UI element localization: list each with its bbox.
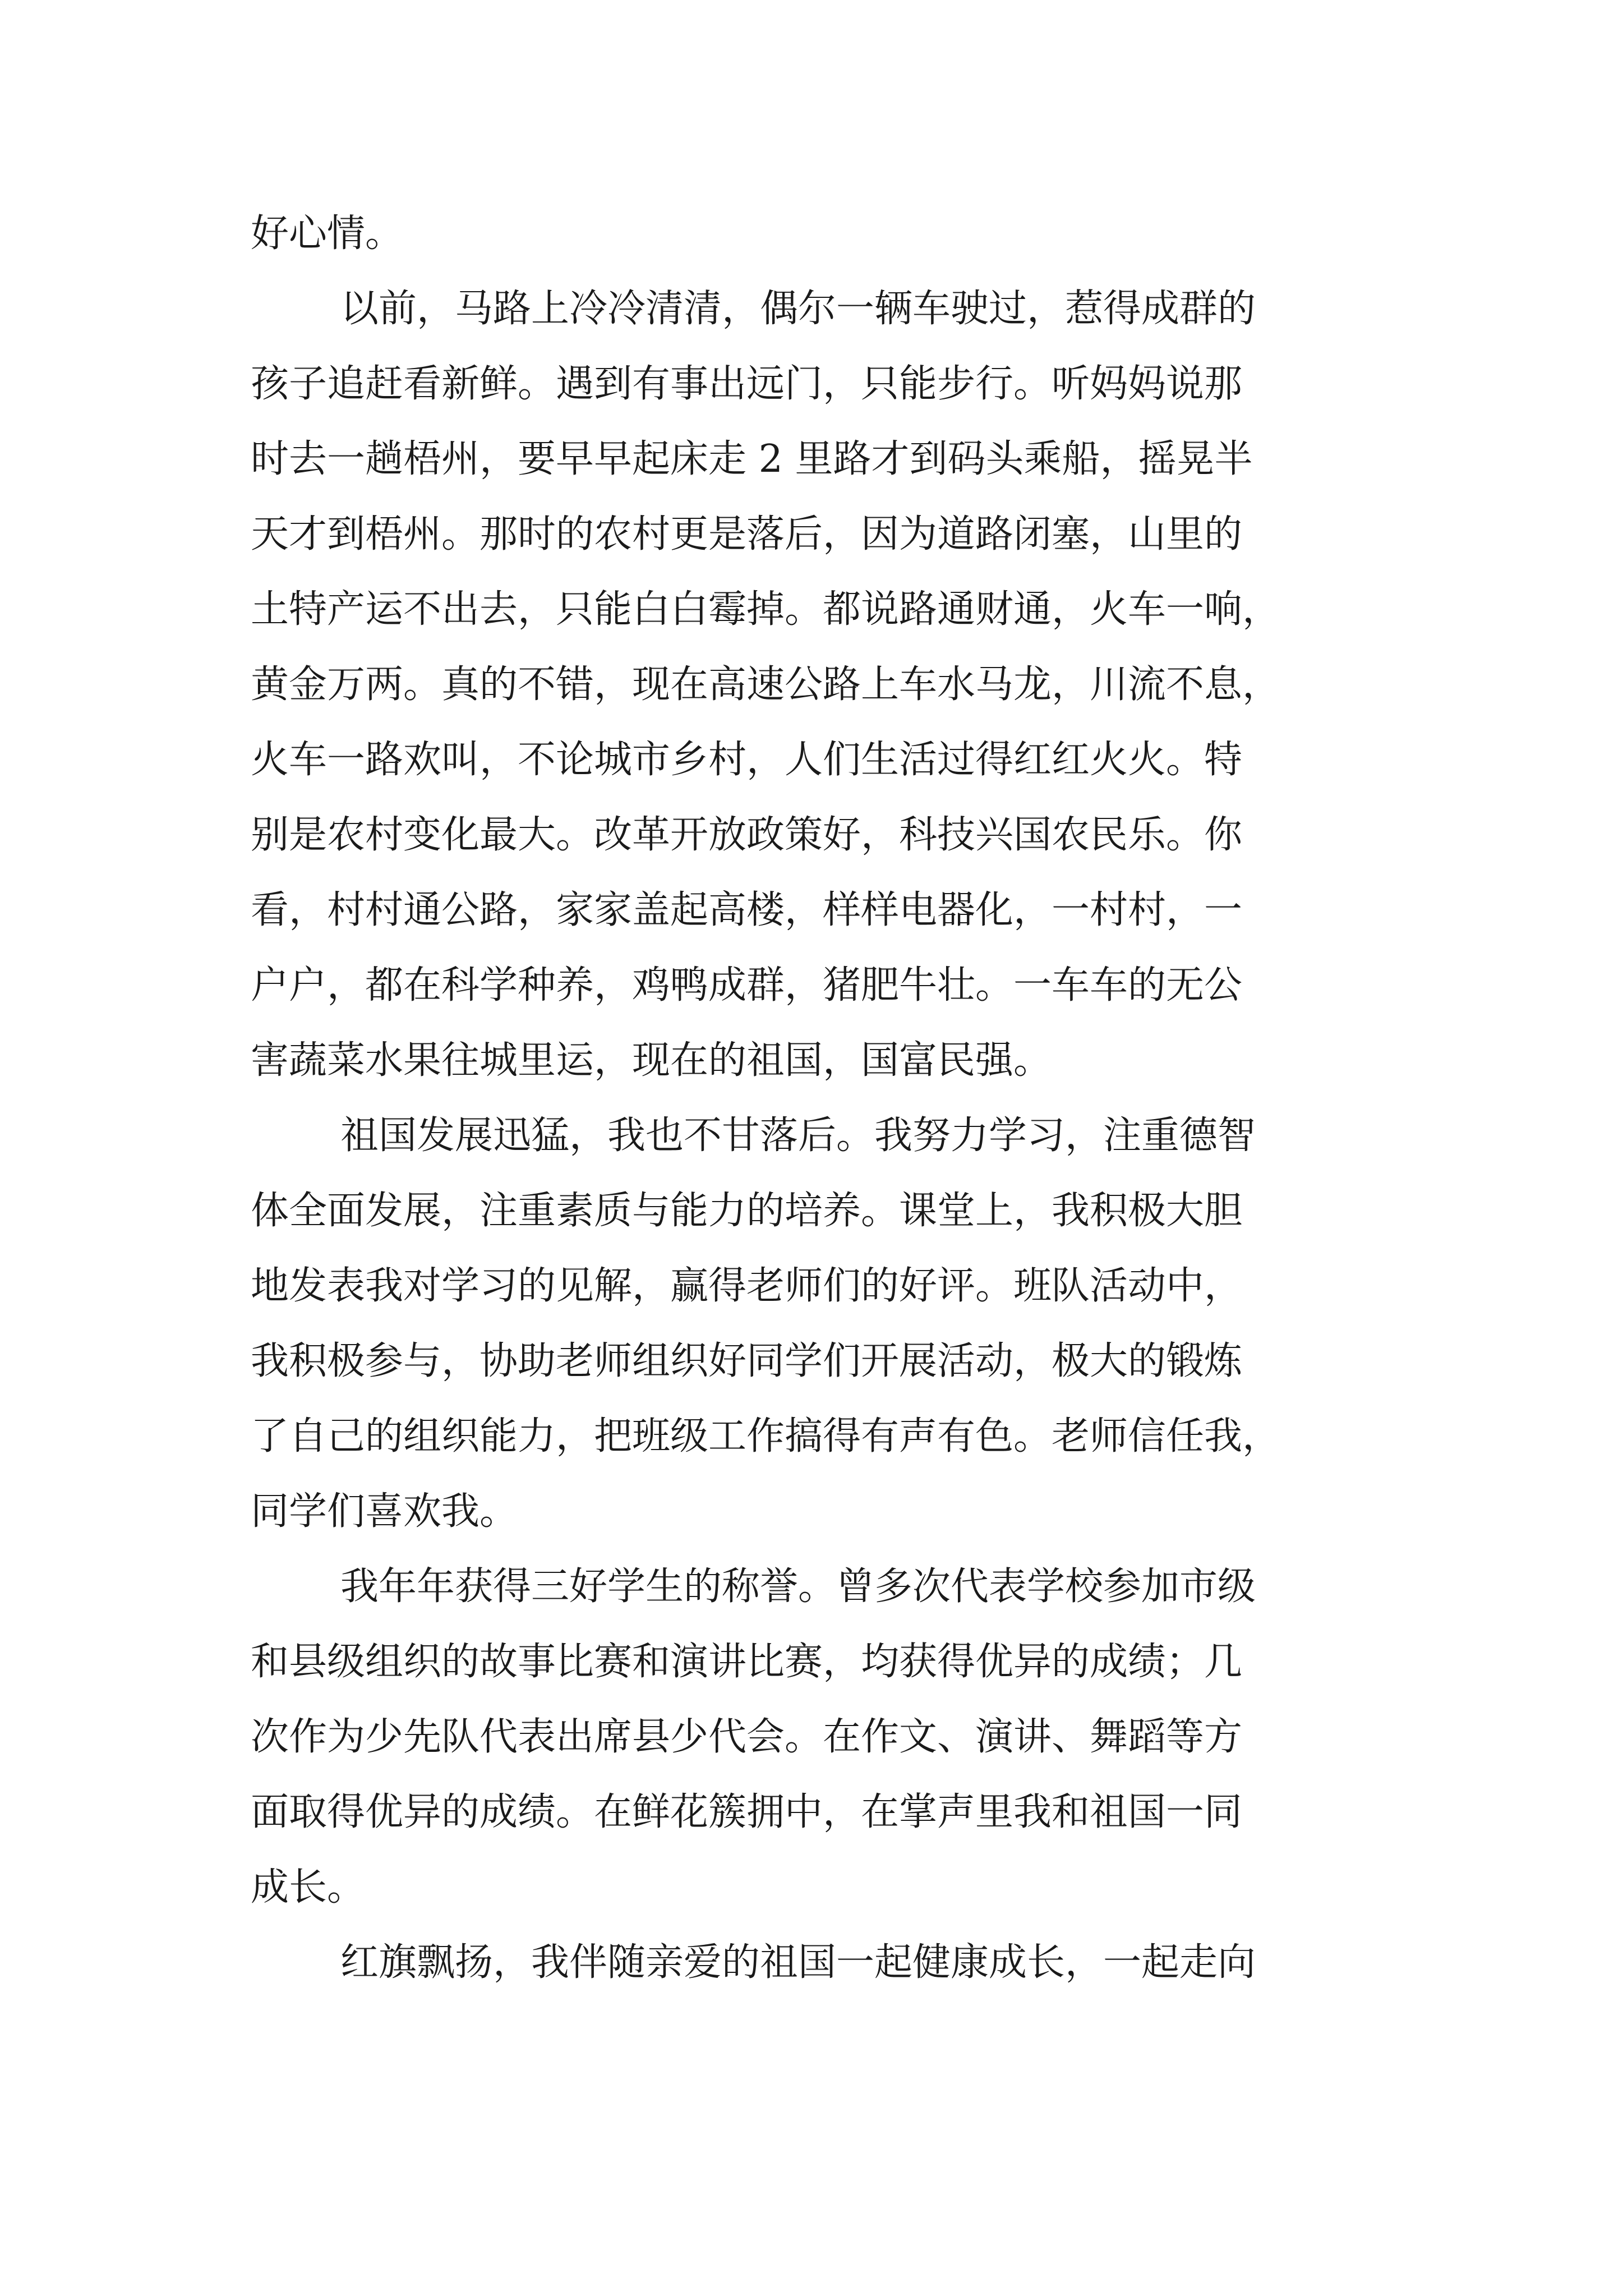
text-line: 天才到梧州。那时的农村更是落后，因为道路闭塞，山里的 [251,512,1243,556]
text-line: 时去一趟梧州，要早早起床走 2 里路才到码头乘船，摇晃半 [251,437,1253,481]
text-line: 红旗飘扬，我伴随亲爱的祖国一起健康成长，一起走向 [340,1940,1256,1985]
text-line: 体全面发展，注重素质与能力的培养。课堂上，我积极大胆 [251,1189,1243,1233]
text-line: 成长。 [251,1865,366,1910]
text-line: 黄金万两。真的不错，现在高速公路上车水马龙，川流不息， [251,662,1281,707]
text-line: 别是农村变化最大。改革开放政策好，科技兴国农民乐。你 [251,813,1243,857]
text-line: 孩子追赶看新鲜。遇到有事出远门，只能步行。听妈妈说那 [251,362,1243,406]
text-line: 同学们喜欢我。 [251,1489,518,1534]
text-line: 土特产运不出去，只能白白霉掉。都说路通财通，火车一响， [251,587,1281,632]
text-line: 火车一路欢叫，不论城市乡村，人们生活过得红红火火。特 [251,738,1243,782]
text-line: 次作为少先队代表出席县少代会。在作文、演讲、舞蹈等方 [251,1715,1243,1759]
text-line: 了自己的组织能力，把班级工作搞得有声有色。老师信任我， [251,1414,1281,1458]
text-line: 害蔬菜水果往城里运，现在的祖国，国富民强。 [251,1038,1052,1083]
text-line: 户户，都在科学种养，鸡鸭成群，猪肥牛壮。一车车的无公 [251,963,1243,1007]
text-line: 祖国发展迅猛，我也不甘落后。我努力学习，注重德智 [340,1114,1256,1158]
text-line: 面取得优异的成绩。在鲜花簇拥中，在掌声里我和祖国一同 [251,1790,1243,1834]
text-line: 和县级组织的故事比赛和演讲比赛，均获得优异的成绩；几 [251,1640,1243,1684]
text-line: 看，村村通公路，家家盖起高楼，样样电器化，一村村，一 [251,888,1243,932]
text-line: 我积极参与，协助老师组织好同学们开展活动，极大的锻炼 [251,1339,1243,1383]
text-line: 地发表我对学习的见解，赢得老师们的好评。班队活动中， [251,1264,1243,1308]
text-line: 以前，马路上冷冷清清，偶尔一辆车驶过，惹得成群的 [340,287,1256,331]
text-line: 好心情。 [251,211,404,256]
body-text [251,196,1372,2000]
text-line: 我年年获得三好学生的称誉。曾多次代表学校参加市级 [340,1565,1256,1609]
